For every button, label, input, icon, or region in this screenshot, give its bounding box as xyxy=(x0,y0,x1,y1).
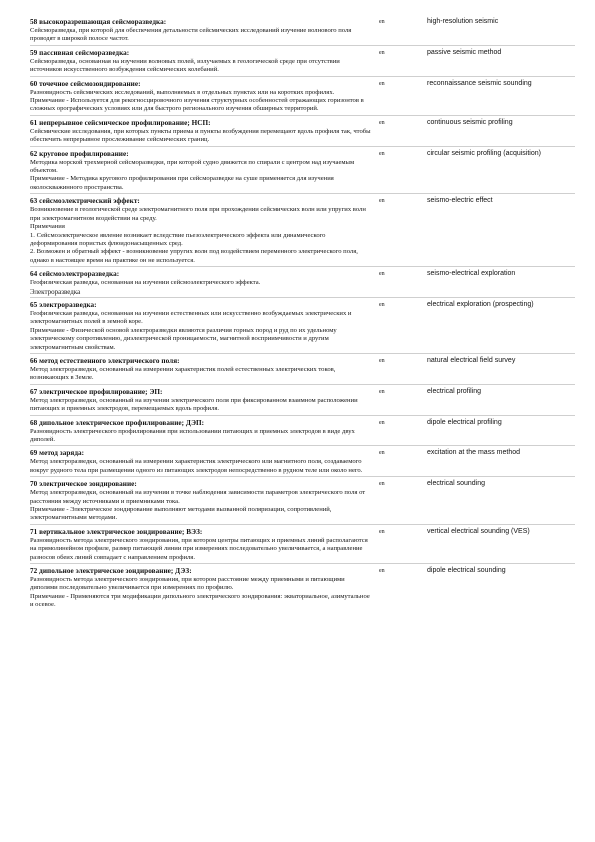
definition: Возникновение в геологической среде электромагнитного поля при прохождении сейсмических волн или упругих волн при электромагнитном воздействии на среду. Примечания 1. Сейсмоэлектрическое явление возникает вследствие пьезоэлектрического эффекта или динамического деформирования пористых флюидонасыщенных сред. 2. Возможен и обратный эффект - возникновение упругих волн под воздействием переменного электрического поля, однако в настоящее время на практике он не используется. xyxy=(30,206,366,264)
term-en: seismo-electrical exploration xyxy=(427,270,516,278)
definition: Сейсморазведка, основанная на изучении волновых полей, излучаемых в геологической среде при отсутствии источников искусственного возбуждения сейсмических колебаний. xyxy=(30,57,340,74)
term-ru: 64 сейсмоэлектроразведка: xyxy=(30,270,120,279)
definition: Геофизическая разведка, основанная на изучении сейсмоэлектрического эффекта. xyxy=(30,279,261,287)
term-ru: 65 электроразведка: xyxy=(30,300,97,309)
definition: Сейсморазведка, при которой для обеспечения детальности сейсмических исследований изучение волнового поля проводят в широкой полосе частот. xyxy=(30,27,352,43)
definition: Геофизическая разведка, основанная на изучении естественных или искусственно возбуждаемых электрических и электромагнитных полей в земной коре. Примечание - Физической основой электроразведки являются различия горных пород и руд по их удельному электрическому сопротивлению, диэлектрической проницаемости, магнитной восприимчивости и другим электромагнитным свойствам. xyxy=(30,309,352,351)
definition: Метод электроразведки, основанный на измерении характеристик электрического или магнитного поля, создаваемого вокруг рудного тела при размещении одного из питающих электродов непосредственно в рудном теле или около него. xyxy=(30,458,363,474)
entry-header xyxy=(30,479,575,489)
term-en: continuous seismic profiling xyxy=(427,118,513,126)
entry-59 xyxy=(30,48,575,77)
entry-72 xyxy=(30,566,575,611)
section-heading: Электроразведка xyxy=(30,287,81,296)
entry-header xyxy=(30,356,575,366)
entry-header xyxy=(30,79,575,89)
term-en: vertical electrical sounding (VES) xyxy=(427,527,530,535)
term-ru: 62 круговое профилирование: xyxy=(30,149,129,158)
entry-71 xyxy=(30,527,575,564)
definition: Метод электроразведки, основанный на изучении электрического поля при фиксированном взаимном расположении питающих и приемных электродов, перемещаемых вдоль профиля. xyxy=(30,396,358,413)
entry-58 xyxy=(30,17,575,46)
lang-code: en xyxy=(379,19,385,25)
entry-66 xyxy=(30,356,575,385)
entry-63 xyxy=(30,196,575,267)
lang-code: en xyxy=(379,450,385,457)
lang-code: en xyxy=(379,419,385,426)
lang-code: en xyxy=(379,301,385,308)
term-ru: 60 точечное сейсмозондирование: xyxy=(30,79,141,88)
lang-code: en xyxy=(379,568,385,575)
definition: Разновидность электрического профилирования при использовании питающих и приемных электродов в виде двух диполей. xyxy=(30,427,355,443)
entry-header xyxy=(30,196,575,206)
term-ru: 67 электрическое профилирование; ЭП: xyxy=(30,387,163,396)
lang-code: en xyxy=(379,357,385,364)
term-en: natural electrical field survey xyxy=(427,356,516,364)
term-ru: 61 непрерывное сейсмическое профилирование; НСП: xyxy=(30,118,211,127)
definition: Разновидность метода электрического зондирования, при котором расстояние между приемными и питающими диполями последовательно увеличивается при измерениях по профилю. Примечание - Применяются три модификации дипольного электрического зондирования: экваториальное, азимутальное и осевое. xyxy=(30,576,370,609)
term-ru: 58 высокоразрешающая сейсморазведка: xyxy=(30,18,167,26)
entry-header xyxy=(30,118,575,128)
term-en: high-resolution seismic xyxy=(427,18,499,25)
term-en: electrical exploration (prospecting) xyxy=(427,300,534,308)
entry-70 xyxy=(30,479,575,525)
entry-header xyxy=(30,448,575,458)
term-en: passive seismic method xyxy=(427,48,502,56)
entry-header xyxy=(30,566,575,576)
term-en: electrical sounding xyxy=(427,480,485,488)
lang-code: en xyxy=(379,388,385,395)
term-ru: 63 сейсмоэлектрический эффект: xyxy=(30,197,140,206)
definition: Разновидность сейсмических исследований, выполняемых в отдельных пунктах или на коротких профилях. Примечание - Используется для рекогносцировочного изучения структурных особенностей отражающих горизонтов в сложных орографических условиях или для быстрого регионального изучения обширных территорий. xyxy=(30,88,364,113)
glossary-page xyxy=(30,17,575,613)
term-en: dipole electrical sounding xyxy=(427,567,506,575)
definition: Сейсмические исследования, при которых пункты приема и пункты возбуждения перемещают вдоль профиля так, чтобы обеспечить непрерывное прослеживание сейсмических границ. xyxy=(30,127,371,144)
entry-67 xyxy=(30,387,575,416)
term-en: dipole electrical profiling xyxy=(427,418,502,426)
definition: Разновидность метода электрического зондирования, при котором центры питающих и приемных линий располагаются на прямолинейном профиле, размер питающей линии при измерениях последовательно увеличивается, а направление разносов обеих линий совпадает с направлением профиля. xyxy=(30,536,368,561)
term-ru: 66 метод естественного электрического поля: xyxy=(30,356,180,365)
term-ru: 59 пассивная сейсморазведка: xyxy=(30,48,130,57)
term-en: excitation at the mass method xyxy=(427,449,520,457)
term-ru: 72 дипольное электрическое зондирование; ДЭЗ: xyxy=(30,567,192,576)
term-ru: 71 вертикальное электрическое зондирование; ВЭЗ: xyxy=(30,527,203,536)
term-en: circular seismic profiling (acquisition) xyxy=(427,149,541,157)
entry-header xyxy=(30,418,575,428)
term-ru: 68 дипольное электрическое профилирование; ДЭП: xyxy=(30,418,205,427)
entry-60 xyxy=(30,79,575,116)
entry-64 xyxy=(30,269,575,298)
definition: Методика морской трехмерной сейсморазведки, при которой судно движется по спирали с центром над изучаемым объектом. Примечание - Методика кругового профилирования при сейсморазведке на суше применяется для изучения околоскважинного пространства. xyxy=(30,158,355,191)
entry-header xyxy=(30,269,575,279)
lang-code: en xyxy=(379,528,385,535)
entry-61 xyxy=(30,118,575,147)
lang-code: en xyxy=(379,481,385,488)
term-en: seismo-electric effect xyxy=(427,197,493,205)
entry-62 xyxy=(30,149,575,195)
entry-header xyxy=(30,149,575,159)
lang-code: en xyxy=(379,271,385,278)
entry-68 xyxy=(30,418,575,447)
lang-code: en xyxy=(379,150,385,157)
entry-header xyxy=(30,300,575,310)
entry-69 xyxy=(30,448,575,477)
definition: Метод электроразведки, основанный на измерении характеристик полей естественных электрических токов, возникающих в Земле. xyxy=(30,365,336,382)
entry-65 xyxy=(30,300,575,354)
term-en: electrical profiling xyxy=(427,387,482,395)
term-en: reconnaissance seismic sounding xyxy=(427,79,532,87)
lang-code: en xyxy=(379,119,385,126)
entry-header xyxy=(30,387,575,397)
lang-code: en xyxy=(379,80,385,87)
entry-header xyxy=(30,17,575,27)
lang-code: en xyxy=(379,198,385,205)
entry-header xyxy=(30,527,575,537)
definition: Метод электроразведки, основанный на изучении в точке наблюдения зависимости параметров электрического поля от расстояния между источниками и приемниками тока. Примечание - Электрическое зондирование выполняют методами вызванной поляризации, сопротивлений, электромагнитными методами. xyxy=(30,489,366,522)
lang-code: en xyxy=(379,49,385,56)
term-ru: 69 метод заряда: xyxy=(30,449,85,458)
entry-header xyxy=(30,48,575,58)
term-ru: 70 электрическое зондирование: xyxy=(30,480,137,489)
